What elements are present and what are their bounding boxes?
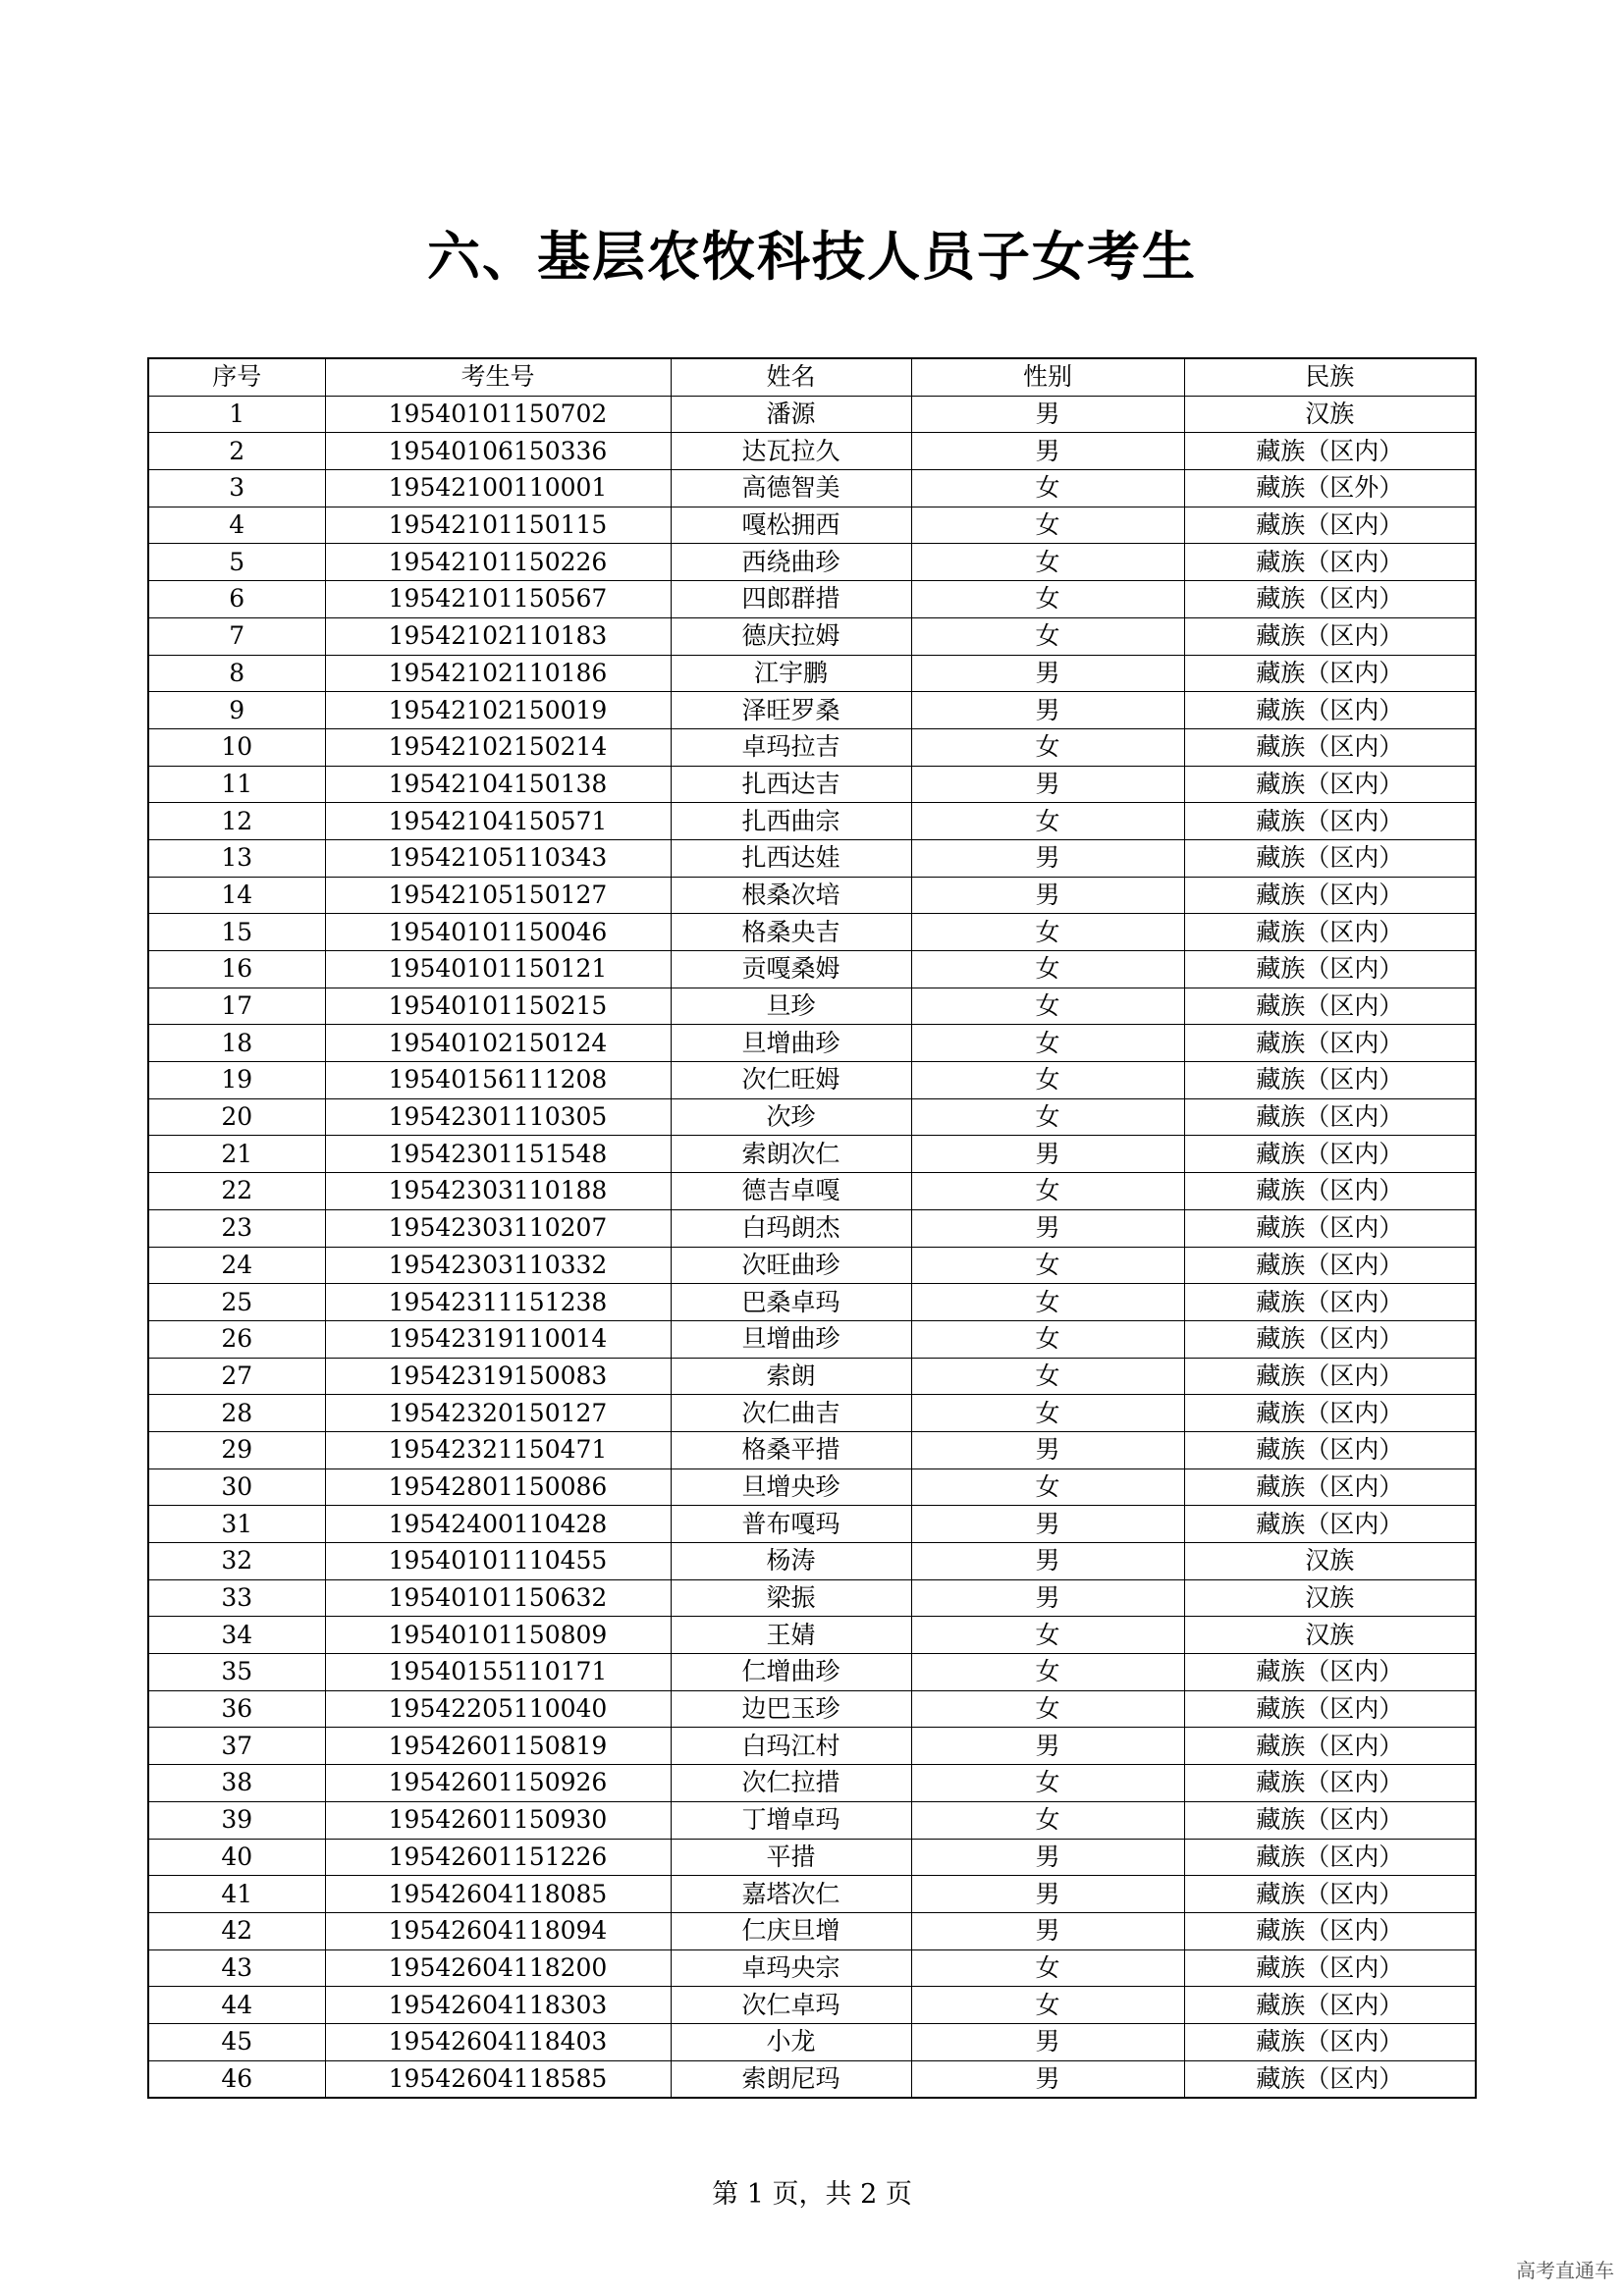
cell-index: 10: [148, 728, 325, 766]
cell-index: 20: [148, 1098, 325, 1136]
cell-exam-number: 19542301151548: [325, 1136, 671, 1173]
cell-exam-number: 19542319150083: [325, 1358, 671, 1395]
cell-index: 41: [148, 1876, 325, 1913]
cell-index: 46: [148, 2060, 325, 2098]
cell-gender: 女: [911, 544, 1184, 581]
cell-gender: 女: [911, 1617, 1184, 1654]
cell-ethnicity: 藏族（区内）: [1184, 951, 1476, 988]
cell-ethnicity: 藏族（区内）: [1184, 1098, 1476, 1136]
cell-gender: 男: [911, 1136, 1184, 1173]
table-row: [148, 1579, 1476, 1617]
cell-name: 根桑次培: [671, 877, 911, 914]
cell-name: 泽旺罗桑: [671, 692, 911, 729]
table-row: [148, 1358, 1476, 1395]
cell-gender: 男: [911, 2023, 1184, 2060]
cell-gender: 男: [911, 1876, 1184, 1913]
cell-name: 杨涛: [671, 1543, 911, 1580]
cell-index: 44: [148, 1987, 325, 2024]
table-row: [148, 728, 1476, 766]
cell-ethnicity: 藏族（区内）: [1184, 1209, 1476, 1247]
table-row: [148, 1912, 1476, 1949]
cell-gender: 男: [911, 396, 1184, 433]
cell-name: 高德智美: [671, 470, 911, 507]
candidate-table: [147, 357, 1477, 2099]
cell-ethnicity: 藏族（区内）: [1184, 1949, 1476, 1987]
cell-gender: 女: [911, 1247, 1184, 1284]
cell-gender: 女: [911, 1025, 1184, 1062]
cell-index: 36: [148, 1690, 325, 1728]
cell-index: 2: [148, 433, 325, 470]
cell-index: 35: [148, 1654, 325, 1691]
cell-gender: 男: [911, 1506, 1184, 1543]
cell-name: 旦增曲珍: [671, 1320, 911, 1358]
table-row: [148, 1801, 1476, 1839]
cell-ethnicity: 藏族（区内）: [1184, 1062, 1476, 1099]
cell-ethnicity: 藏族（区内）: [1184, 1320, 1476, 1358]
cell-index: 9: [148, 692, 325, 729]
table-row: [148, 433, 1476, 470]
cell-exam-number: 19542105110343: [325, 839, 671, 877]
cell-name: 丁增卓玛: [671, 1801, 911, 1839]
cell-index: 1: [148, 396, 325, 433]
cell-exam-number: 19542604118200: [325, 1949, 671, 1987]
cell-index: 40: [148, 1839, 325, 1876]
cell-ethnicity: 藏族（区内）: [1184, 1654, 1476, 1691]
cell-name: 仁增曲珍: [671, 1654, 911, 1691]
table-row: [148, 544, 1476, 581]
cell-index: 23: [148, 1209, 325, 1247]
cell-gender: 男: [911, 766, 1184, 803]
cell-exam-number: 19540101150121: [325, 951, 671, 988]
table-row: [148, 1654, 1476, 1691]
cell-name: 次旺曲珍: [671, 1247, 911, 1284]
table-row: [148, 1728, 1476, 1765]
cell-gender: 男: [911, 1839, 1184, 1876]
cell-exam-number: 19540106150336: [325, 433, 671, 470]
cell-name: 潘源: [671, 396, 911, 433]
cell-index: 17: [148, 988, 325, 1025]
cell-name: 次珍: [671, 1098, 911, 1136]
cell-name: 白玛江村: [671, 1728, 911, 1765]
cell-gender: 女: [911, 1690, 1184, 1728]
cell-ethnicity: 汉族: [1184, 1617, 1476, 1654]
cell-exam-number: 19542105150127: [325, 877, 671, 914]
cell-exam-number: 19542311151238: [325, 1284, 671, 1321]
table-row: [148, 1431, 1476, 1468]
cell-exam-number: 19542604118403: [325, 2023, 671, 2060]
cell-ethnicity: 藏族（区内）: [1184, 1468, 1476, 1506]
cell-ethnicity: 藏族（区内）: [1184, 1395, 1476, 1432]
cell-name: 旦珍: [671, 988, 911, 1025]
cell-ethnicity: 藏族（区内）: [1184, 1173, 1476, 1210]
cell-ethnicity: 藏族（区内）: [1184, 1765, 1476, 1802]
cell-name: 仁庆旦增: [671, 1912, 911, 1949]
cell-gender: 女: [911, 507, 1184, 544]
cell-gender: 女: [911, 803, 1184, 840]
table-row: [148, 2060, 1476, 2098]
table-row: [148, 1320, 1476, 1358]
cell-name: 扎西达娃: [671, 839, 911, 877]
cell-index: 31: [148, 1506, 325, 1543]
cell-ethnicity: 藏族（区内）: [1184, 1728, 1476, 1765]
cell-index: 12: [148, 803, 325, 840]
cell-exam-number: 19542301110305: [325, 1098, 671, 1136]
cell-index: 34: [148, 1617, 325, 1654]
cell-ethnicity: 藏族（区内）: [1184, 433, 1476, 470]
cell-name: 卓玛央宗: [671, 1949, 911, 1987]
table-row: [148, 988, 1476, 1025]
cell-exam-number: 19542102110183: [325, 617, 671, 655]
column-header-exam-number: 考生号: [325, 358, 671, 396]
cell-ethnicity: 藏族（区内）: [1184, 1987, 1476, 2024]
cell-gender: 女: [911, 1468, 1184, 1506]
cell-index: 7: [148, 617, 325, 655]
table-row: [148, 1173, 1476, 1210]
cell-index: 6: [148, 581, 325, 618]
cell-gender: 男: [911, 655, 1184, 692]
cell-exam-number: 19542102110186: [325, 655, 671, 692]
cell-exam-number: 19540101150809: [325, 1617, 671, 1654]
cell-gender: 男: [911, 1728, 1184, 1765]
cell-ethnicity: 藏族（区内）: [1184, 2060, 1476, 2098]
cell-name: 西绕曲珍: [671, 544, 911, 581]
table-row: [148, 1209, 1476, 1247]
cell-exam-number: 19542102150214: [325, 728, 671, 766]
cell-index: 27: [148, 1358, 325, 1395]
table-row: [148, 1136, 1476, 1173]
table-header-row: [148, 358, 1476, 396]
cell-gender: 女: [911, 1949, 1184, 1987]
cell-gender: 女: [911, 1358, 1184, 1395]
cell-ethnicity: 藏族（区内）: [1184, 581, 1476, 618]
cell-ethnicity: 藏族（区内）: [1184, 1876, 1476, 1913]
cell-ethnicity: 汉族: [1184, 396, 1476, 433]
cell-exam-number: 19540101150215: [325, 988, 671, 1025]
cell-exam-number: 19542320150127: [325, 1395, 671, 1432]
table-row: [148, 1690, 1476, 1728]
cell-exam-number: 19542303110188: [325, 1173, 671, 1210]
cell-name: 扎西曲宗: [671, 803, 911, 840]
cell-name: 次仁旺姆: [671, 1062, 911, 1099]
cell-name: 旦增央珍: [671, 1468, 911, 1506]
cell-index: 38: [148, 1765, 325, 1802]
cell-name: 江宇鹏: [671, 655, 911, 692]
cell-exam-number: 19542601150819: [325, 1728, 671, 1765]
column-header-index: 序号: [148, 358, 325, 396]
table-row: [148, 1025, 1476, 1062]
table-row: [148, 803, 1476, 840]
cell-exam-number: 19542801150086: [325, 1468, 671, 1506]
cell-ethnicity: 藏族（区内）: [1184, 839, 1476, 877]
column-header-gender: 性别: [911, 358, 1184, 396]
cell-ethnicity: 藏族（区内）: [1184, 1284, 1476, 1321]
cell-index: 4: [148, 507, 325, 544]
cell-ethnicity: 藏族（区内）: [1184, 728, 1476, 766]
cell-ethnicity: 藏族（区内）: [1184, 692, 1476, 729]
cell-ethnicity: 藏族（区内）: [1184, 988, 1476, 1025]
cell-exam-number: 19542303110332: [325, 1247, 671, 1284]
cell-name: 次仁曲吉: [671, 1395, 911, 1432]
cell-gender: 男: [911, 1579, 1184, 1617]
cell-ethnicity: 藏族（区内）: [1184, 1506, 1476, 1543]
cell-gender: 女: [911, 1062, 1184, 1099]
cell-index: 11: [148, 766, 325, 803]
table-row: [148, 655, 1476, 692]
cell-exam-number: 19542303110207: [325, 1209, 671, 1247]
table-row: [148, 951, 1476, 988]
cell-ethnicity: 藏族（区内）: [1184, 1431, 1476, 1468]
cell-exam-number: 19542601150930: [325, 1801, 671, 1839]
cell-gender: 男: [911, 877, 1184, 914]
cell-exam-number: 19542601150926: [325, 1765, 671, 1802]
cell-index: 45: [148, 2023, 325, 2060]
cell-gender: 男: [911, 2060, 1184, 2098]
table-row: [148, 1395, 1476, 1432]
cell-ethnicity: 藏族（区内）: [1184, 507, 1476, 544]
table-row: [148, 1617, 1476, 1654]
table-row: [148, 1987, 1476, 2024]
cell-ethnicity: 藏族（区内）: [1184, 2023, 1476, 2060]
table-row: [148, 839, 1476, 877]
cell-index: 28: [148, 1395, 325, 1432]
cell-gender: 女: [911, 1654, 1184, 1691]
cell-index: 29: [148, 1431, 325, 1468]
table-row: [148, 581, 1476, 618]
table-row: [148, 1098, 1476, 1136]
cell-gender: 男: [911, 1431, 1184, 1468]
cell-ethnicity: 藏族（区内）: [1184, 1136, 1476, 1173]
cell-name: 王婧: [671, 1617, 911, 1654]
cell-name: 白玛朗杰: [671, 1209, 911, 1247]
cell-gender: 男: [911, 1912, 1184, 1949]
cell-exam-number: 19542601151226: [325, 1839, 671, 1876]
cell-gender: 女: [911, 1987, 1184, 2024]
cell-gender: 女: [911, 728, 1184, 766]
cell-gender: 女: [911, 951, 1184, 988]
cell-gender: 男: [911, 1209, 1184, 1247]
cell-ethnicity: 藏族（区外）: [1184, 470, 1476, 507]
cell-name: 嘉塔次仁: [671, 1876, 911, 1913]
table-row: [148, 692, 1476, 729]
table-row: [148, 470, 1476, 507]
page-title: 六、基层农牧科技人员子女考生: [427, 226, 1197, 288]
cell-name: 次仁拉措: [671, 1765, 911, 1802]
table-row: [148, 1876, 1476, 1913]
cell-index: 16: [148, 951, 325, 988]
cell-exam-number: 19540101110455: [325, 1543, 671, 1580]
cell-index: 42: [148, 1912, 325, 1949]
cell-exam-number: 19540101150046: [325, 914, 671, 951]
cell-exam-number: 19540155110171: [325, 1654, 671, 1691]
cell-name: 德庆拉姆: [671, 617, 911, 655]
cell-gender: 女: [911, 1320, 1184, 1358]
cell-name: 索朗次仁: [671, 1136, 911, 1173]
cell-ethnicity: 藏族（区内）: [1184, 766, 1476, 803]
cell-index: 13: [148, 839, 325, 877]
cell-name: 旦增曲珍: [671, 1025, 911, 1062]
cell-name: 梁振: [671, 1579, 911, 1617]
cell-ethnicity: 藏族（区内）: [1184, 1690, 1476, 1728]
cell-index: 21: [148, 1136, 325, 1173]
cell-exam-number: 19542101150567: [325, 581, 671, 618]
cell-exam-number: 19542604118094: [325, 1912, 671, 1949]
cell-exam-number: 19542319110014: [325, 1320, 671, 1358]
cell-name: 索朗: [671, 1358, 911, 1395]
cell-exam-number: 19542604118085: [325, 1876, 671, 1913]
cell-name: 巴桑卓玛: [671, 1284, 911, 1321]
watermark-text: 高考直通车: [1516, 2259, 1614, 2282]
cell-ethnicity: 藏族（区内）: [1184, 544, 1476, 581]
cell-gender: 女: [911, 914, 1184, 951]
page-footer: 第 1 页，共 2 页: [712, 2179, 912, 2210]
table-body: [148, 396, 1476, 2098]
cell-index: 22: [148, 1173, 325, 1210]
cell-name: 四郎群措: [671, 581, 911, 618]
cell-ethnicity: 藏族（区内）: [1184, 877, 1476, 914]
table-row: [148, 1949, 1476, 1987]
cell-gender: 男: [911, 433, 1184, 470]
cell-name: 扎西达吉: [671, 766, 911, 803]
cell-gender: 男: [911, 839, 1184, 877]
cell-index: 5: [148, 544, 325, 581]
cell-name: 小龙: [671, 2023, 911, 2060]
table-row: [148, 1506, 1476, 1543]
cell-gender: 男: [911, 1543, 1184, 1580]
cell-name: 平措: [671, 1839, 911, 1876]
table-row: [148, 1839, 1476, 1876]
cell-exam-number: 19542101150226: [325, 544, 671, 581]
cell-gender: 女: [911, 581, 1184, 618]
cell-name: 边巴玉珍: [671, 1690, 911, 1728]
cell-index: 25: [148, 1284, 325, 1321]
cell-exam-number: 19540101150702: [325, 396, 671, 433]
cell-ethnicity: 藏族（区内）: [1184, 803, 1476, 840]
cell-ethnicity: 藏族（区内）: [1184, 914, 1476, 951]
cell-gender: 男: [911, 692, 1184, 729]
table-row: [148, 396, 1476, 433]
cell-name: 达瓦拉久: [671, 433, 911, 470]
cell-index: 3: [148, 470, 325, 507]
cell-exam-number: 19542102150019: [325, 692, 671, 729]
table-row: [148, 877, 1476, 914]
cell-name: 卓玛拉吉: [671, 728, 911, 766]
cell-gender: 女: [911, 1098, 1184, 1136]
cell-exam-number: 19540156111208: [325, 1062, 671, 1099]
cell-name: 格桑平措: [671, 1431, 911, 1468]
cell-gender: 女: [911, 470, 1184, 507]
cell-index: 8: [148, 655, 325, 692]
cell-name: 嘎松拥西: [671, 507, 911, 544]
cell-ethnicity: 藏族（区内）: [1184, 617, 1476, 655]
cell-index: 37: [148, 1728, 325, 1765]
table-row: [148, 617, 1476, 655]
cell-name: 索朗尼玛: [671, 2060, 911, 2098]
table-row: [148, 1543, 1476, 1580]
cell-exam-number: 19540101150632: [325, 1579, 671, 1617]
cell-exam-number: 19542104150138: [325, 766, 671, 803]
cell-exam-number: 19542604118303: [325, 1987, 671, 2024]
table-row: [148, 1247, 1476, 1284]
cell-ethnicity: 藏族（区内）: [1184, 1912, 1476, 1949]
cell-name: 德吉卓嘎: [671, 1173, 911, 1210]
cell-index: 24: [148, 1247, 325, 1284]
cell-gender: 女: [911, 1395, 1184, 1432]
cell-index: 39: [148, 1801, 325, 1839]
cell-exam-number: 19542100110001: [325, 470, 671, 507]
cell-exam-number: 19542400110428: [325, 1506, 671, 1543]
cell-ethnicity: 藏族（区内）: [1184, 1358, 1476, 1395]
cell-gender: 女: [911, 617, 1184, 655]
cell-gender: 女: [911, 1173, 1184, 1210]
cell-exam-number: 19542104150571: [325, 803, 671, 840]
cell-name: 普布嘎玛: [671, 1506, 911, 1543]
cell-exam-number: 19540102150124: [325, 1025, 671, 1062]
table-row: [148, 914, 1476, 951]
cell-exam-number: 19542205110040: [325, 1690, 671, 1728]
cell-index: 15: [148, 914, 325, 951]
table-row: [148, 507, 1476, 544]
cell-name: 格桑央吉: [671, 914, 911, 951]
table-row: [148, 2023, 1476, 2060]
cell-ethnicity: 藏族（区内）: [1184, 1025, 1476, 1062]
cell-name: 次仁卓玛: [671, 1987, 911, 2024]
cell-ethnicity: 汉族: [1184, 1579, 1476, 1617]
table-row: [148, 1765, 1476, 1802]
table-row: [148, 1062, 1476, 1099]
cell-exam-number: 19542101150115: [325, 507, 671, 544]
cell-exam-number: 19542604118585: [325, 2060, 671, 2098]
cell-index: 19: [148, 1062, 325, 1099]
cell-ethnicity: 藏族（区内）: [1184, 1801, 1476, 1839]
table-header: [148, 358, 1476, 396]
cell-ethnicity: 藏族（区内）: [1184, 655, 1476, 692]
cell-ethnicity: 藏族（区内）: [1184, 1839, 1476, 1876]
table-row: [148, 1284, 1476, 1321]
cell-gender: 女: [911, 1765, 1184, 1802]
table-row: [148, 1468, 1476, 1506]
cell-index: 14: [148, 877, 325, 914]
cell-index: 32: [148, 1543, 325, 1580]
cell-index: 18: [148, 1025, 325, 1062]
cell-gender: 女: [911, 988, 1184, 1025]
cell-name: 贡嘎桑姆: [671, 951, 911, 988]
cell-ethnicity: 汉族: [1184, 1543, 1476, 1580]
table-row: [148, 766, 1476, 803]
cell-index: 43: [148, 1949, 325, 1987]
cell-gender: 女: [911, 1284, 1184, 1321]
column-header-name: 姓名: [671, 358, 911, 396]
column-header-ethnicity: 民族: [1184, 358, 1476, 396]
cell-ethnicity: 藏族（区内）: [1184, 1247, 1476, 1284]
cell-index: 33: [148, 1579, 325, 1617]
cell-gender: 女: [911, 1801, 1184, 1839]
cell-index: 30: [148, 1468, 325, 1506]
cell-exam-number: 19542321150471: [325, 1431, 671, 1468]
cell-index: 26: [148, 1320, 325, 1358]
